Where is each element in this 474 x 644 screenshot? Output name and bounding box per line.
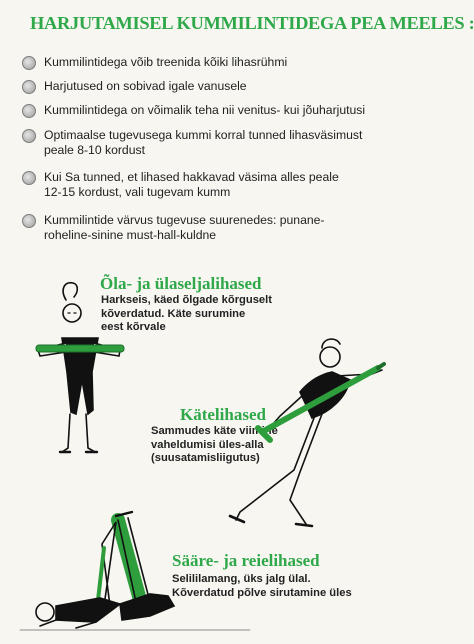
page-title: HARJUTAMISEL KUMMILINTIDEGA PEA MEELES :	[30, 13, 474, 33]
tip-text: Harjutused on sobivad igale vanusele	[44, 79, 247, 93]
tip-text: Kummilintidega on võimalik teha nii venitus- kui jõuharjutusi	[44, 103, 366, 117]
figure-legs-illustration	[20, 512, 250, 630]
exercise-desc-shoulders: Harkseis, käed õlgade kõrguselt kõverdatud. Käte surumine eest kõrvale	[101, 294, 272, 333]
exercise-title-legs: Sääre- ja reielihased	[172, 551, 320, 570]
exercise-title-arms: Kätelihased	[180, 405, 266, 424]
tip-text: Kummilintidega võib treenida kõiki lihasrühmi	[44, 55, 288, 69]
exercise-desc-arms: Sammudes käte viimine vaheldumisi üles-alla (suusatamisliigutus)	[151, 425, 278, 464]
exercise-desc-legs: Selililamang, üks jalg ülal. Kõverdatud põlve sirutamine üles	[172, 573, 352, 599]
tip-text: Optimaalse tugevusega kummi korral tunned lihasväsimust peale 8-10 kordust	[44, 128, 363, 157]
figure-arms-illustration	[230, 339, 384, 526]
exercise-title-shoulders: Õla- ja ülaseljalihased	[100, 274, 262, 293]
figure-shoulders-illustration	[36, 283, 124, 452]
tip-text: Kummilintide värvus tugevuse suurenedes: punane-roheline-sinine must-hall-kuldne	[44, 213, 325, 242]
tip-text: Kui Sa tunned, et lihased hakkavad väsima alles peale 12-15 kordust, vali tugevam kumm	[44, 170, 339, 199]
